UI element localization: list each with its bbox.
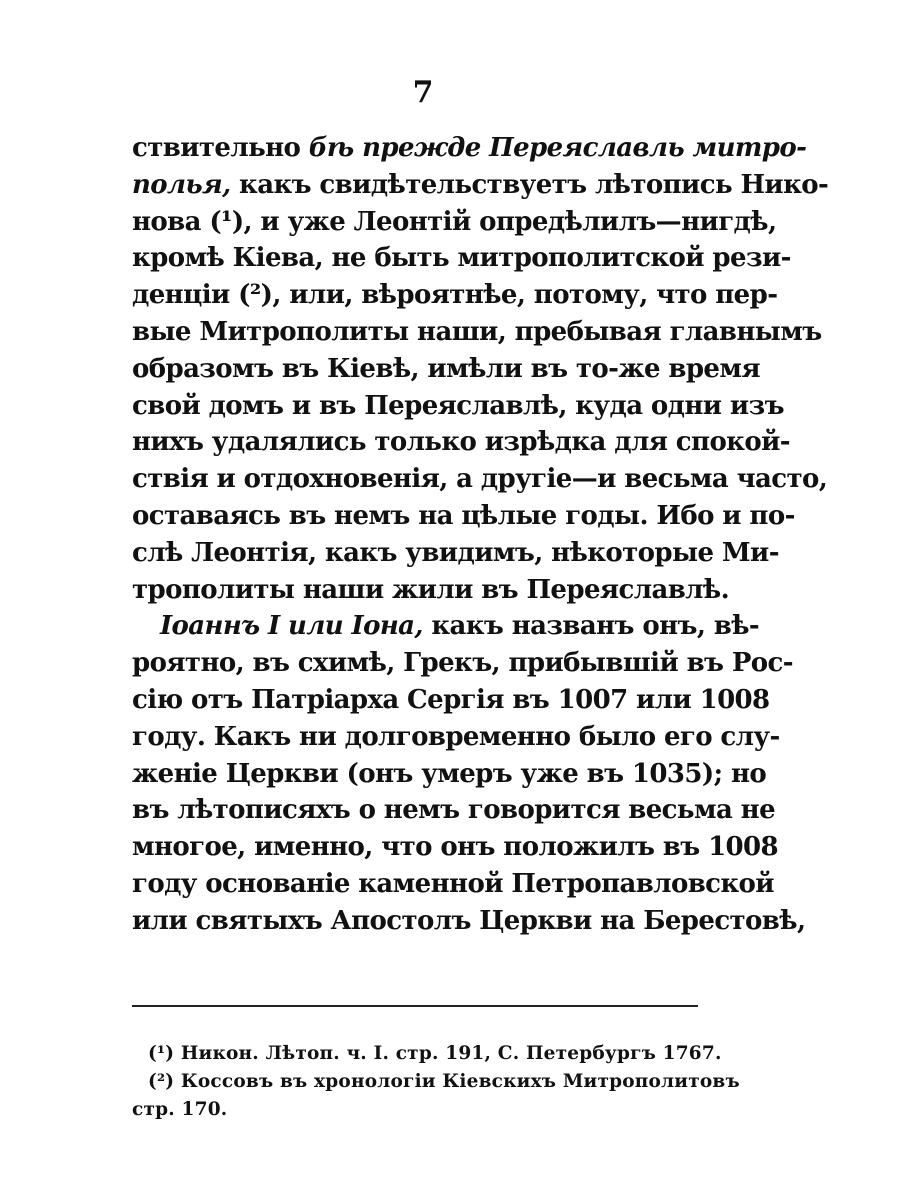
text-line: году. Какъ ни долговременно было его слу-	[132, 721, 780, 752]
text-line: нихъ удалялись только изрѣдка для спокой-	[132, 427, 790, 458]
body-text	[132, 130, 829, 940]
text-line: въ лѣтописяхъ о немъ говорится весьма не	[132, 795, 776, 826]
text-line: ствія и отдохновенія, а другіе—и весьма часто,	[132, 464, 828, 495]
text-line: кромѣ Кіева, не быть митрополитской рези-	[132, 243, 791, 274]
page-number: 7	[412, 75, 434, 110]
footnote-2: (²) Коссовъ въ хронологіи Кіевскихъ Митрополитовъ	[148, 1071, 740, 1092]
text-line: ствительно бѣ прежде Переяславль митро-	[132, 133, 807, 163]
text-line: полья, какъ свидѣтельствуетъ лѣтопись Нико-	[132, 169, 829, 200]
text-line: сію отъ Патріарха Сергія въ 1007 или 1008	[132, 684, 770, 715]
text-line: году основаніе каменной Петропавловской	[132, 868, 774, 899]
text-line: нова (¹), и уже Леонтій опредѣлилъ—нигдѣ,	[132, 206, 777, 237]
text-line: вые Митрополиты наши, пребывая главнымъ	[132, 316, 822, 347]
text-line: многое, именно, что онъ положилъ въ 1008	[132, 832, 779, 863]
text-line: образомъ въ Кіевѣ, имѣли въ то-же время	[132, 353, 760, 384]
text-line: слѣ Леонтія, какъ увидимъ, нѣкоторые Ми-	[132, 537, 779, 568]
text-line: трополиты наши жили въ Переяславлѣ.	[132, 574, 730, 605]
footnote-separator	[132, 1005, 698, 1007]
text-line: женіе Церкви (онъ умеръ уже въ 1035); но	[132, 758, 767, 789]
text-line: Іоаннъ I или Іона, какъ названъ онъ, вѣ-	[160, 611, 760, 642]
text-line: роятно, въ схимѣ, Грекъ, прибывшій въ Рос-	[132, 648, 793, 679]
text-line: денціи (²), или, вѣроятнѣе, потому, что пер-	[132, 280, 778, 311]
footnotes	[132, 1040, 740, 1124]
text-line: оставаясь въ немъ на цѣлые годы. Ибо и по-	[132, 500, 795, 531]
footnote-2-continuation: стр. 170.	[132, 1099, 228, 1120]
text-line: или святыхъ Апостолъ Церкви на Берестовѣ,	[132, 905, 806, 936]
footnote-1: (¹) Никон. Лѣтоп. ч. I. стр. 191, С. Петербургъ 1767.	[148, 1043, 722, 1064]
text-line: свой домъ и въ Переяславлѣ, куда одни изъ	[132, 390, 784, 421]
